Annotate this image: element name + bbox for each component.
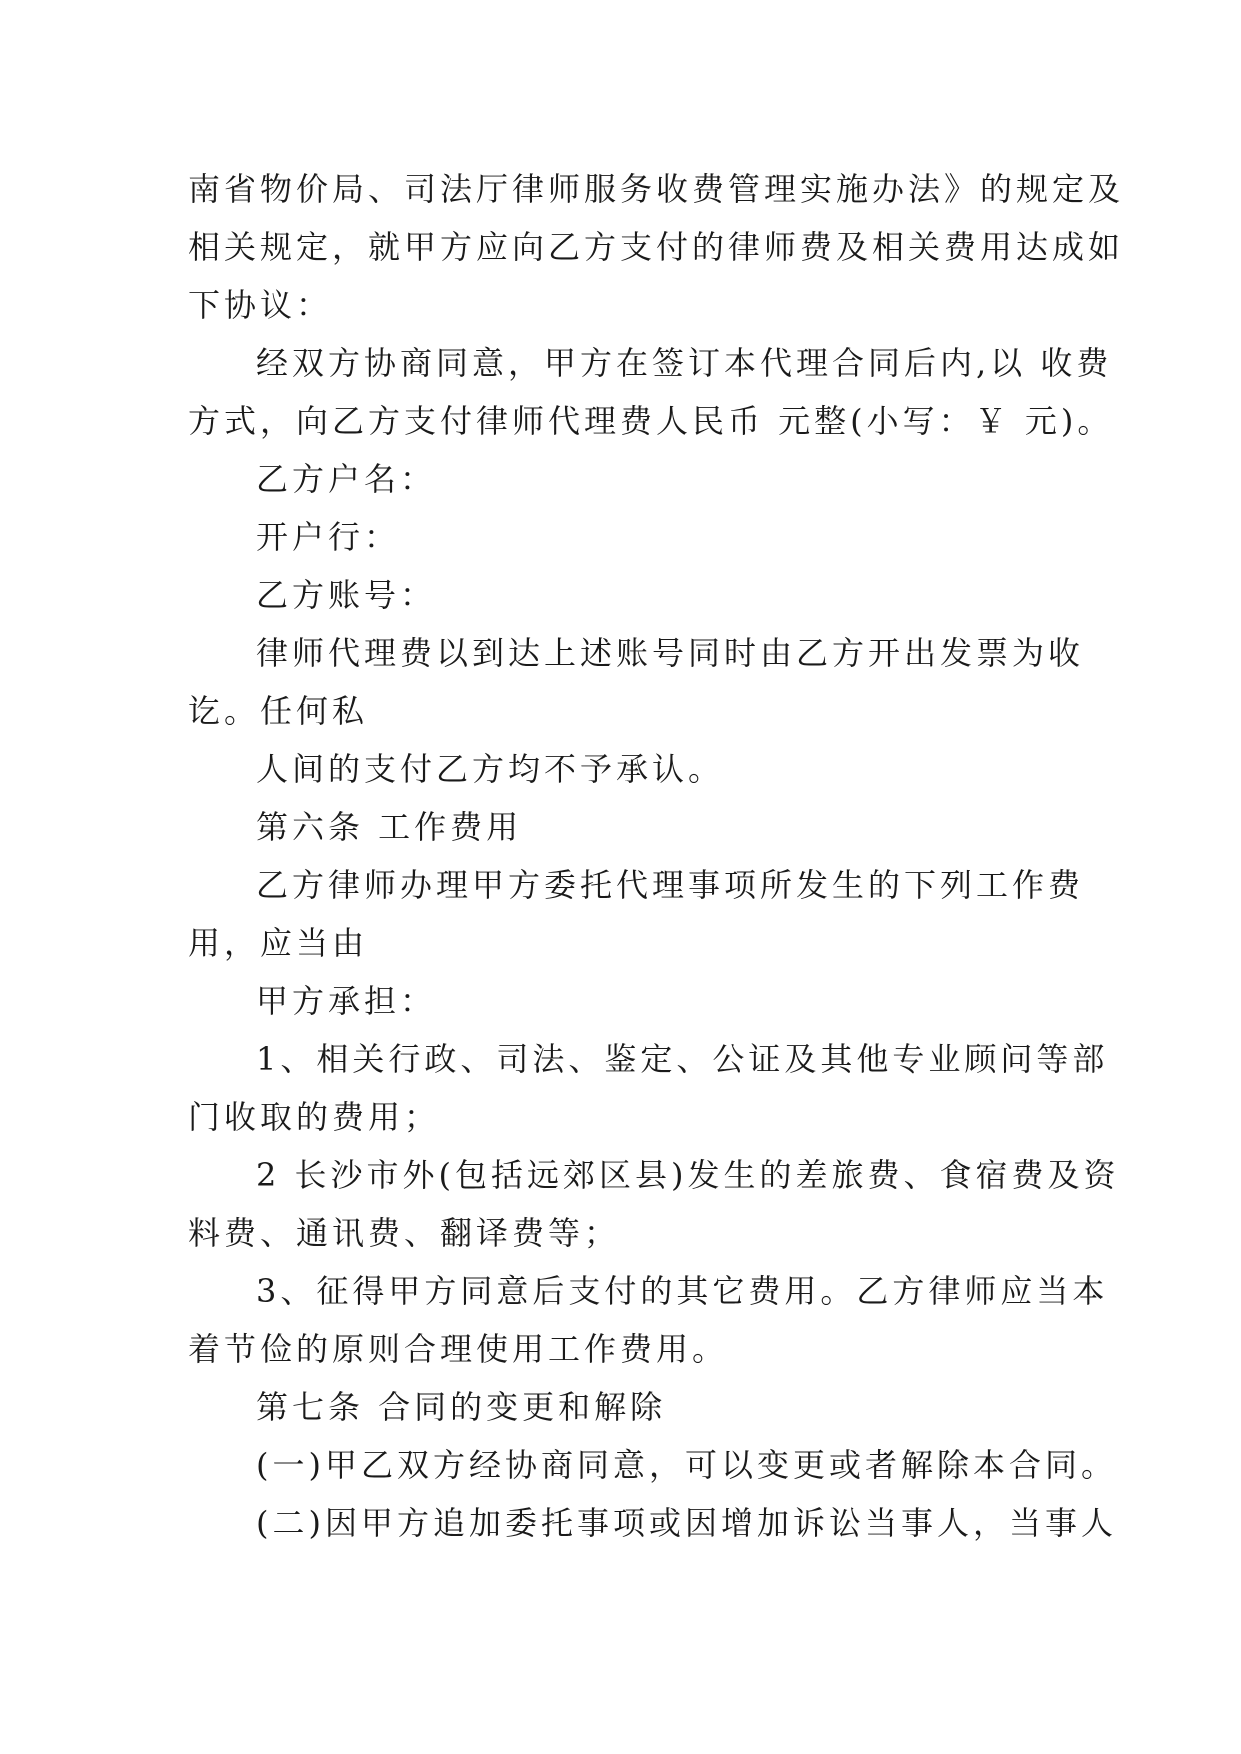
text-line: 门收取的费用； [188, 1098, 441, 1136]
list-item: 1、相关行政、司法、鉴定、公证及其他专业顾问等部 [256, 1040, 1109, 1078]
bank-label: 开户行： [256, 518, 401, 556]
paragraph-start: 律师代理费以到达上述账号同时由乙方开出发票为收 [256, 634, 1085, 672]
text-line: 下协议： [188, 286, 333, 324]
text-line: 用，应当由 [188, 924, 369, 962]
article-heading: 第六条 工作费用 [256, 808, 523, 846]
list-item: 2 长沙市外(包括远郊区县)发生的差旅费、食宿费及资 [256, 1156, 1120, 1194]
paragraph-start: 乙方律师办理甲方委托代理事项所发生的下列工作费 [256, 866, 1085, 904]
text-line: 方式，向乙方支付律师代理费人民币 元整(小写：￥ 元)。 [188, 402, 1114, 440]
text-line: 甲方承担： [256, 982, 437, 1020]
text-line: 人间的支付乙方均不予承认。 [256, 750, 725, 788]
text-line: 相关规定，就甲方应向乙方支付的律师费及相关费用达成如 [188, 228, 1125, 266]
paragraph-start: 经双方协商同意，甲方在签订本代理合同后内,以 收费 [256, 344, 1113, 382]
account-name-label: 乙方户名： [256, 460, 437, 498]
list-item: 3、征得甲方同意后支付的其它费用。乙方律师应当本 [256, 1272, 1109, 1310]
document-body [188, 160, 1125, 1552]
text-line: 料费、通讯费、翻译费等； [188, 1214, 621, 1252]
text-line: 南省物价局、司法厅律师服务收费管理实施办法》的规定及 [188, 170, 1125, 208]
list-item: (一)甲乙双方经协商同意，可以变更或者解除本合同。 [256, 1446, 1117, 1484]
article-heading: 第七条 合同的变更和解除 [256, 1388, 667, 1426]
text-line: 着节俭的原则合理使用工作费用。 [188, 1330, 729, 1368]
account-number-label: 乙方账号： [256, 576, 437, 614]
text-line: 讫。任何私 [188, 692, 369, 730]
list-item: (二)因甲方追加委托事项或因增加诉讼当事人，当事人 [256, 1504, 1117, 1542]
